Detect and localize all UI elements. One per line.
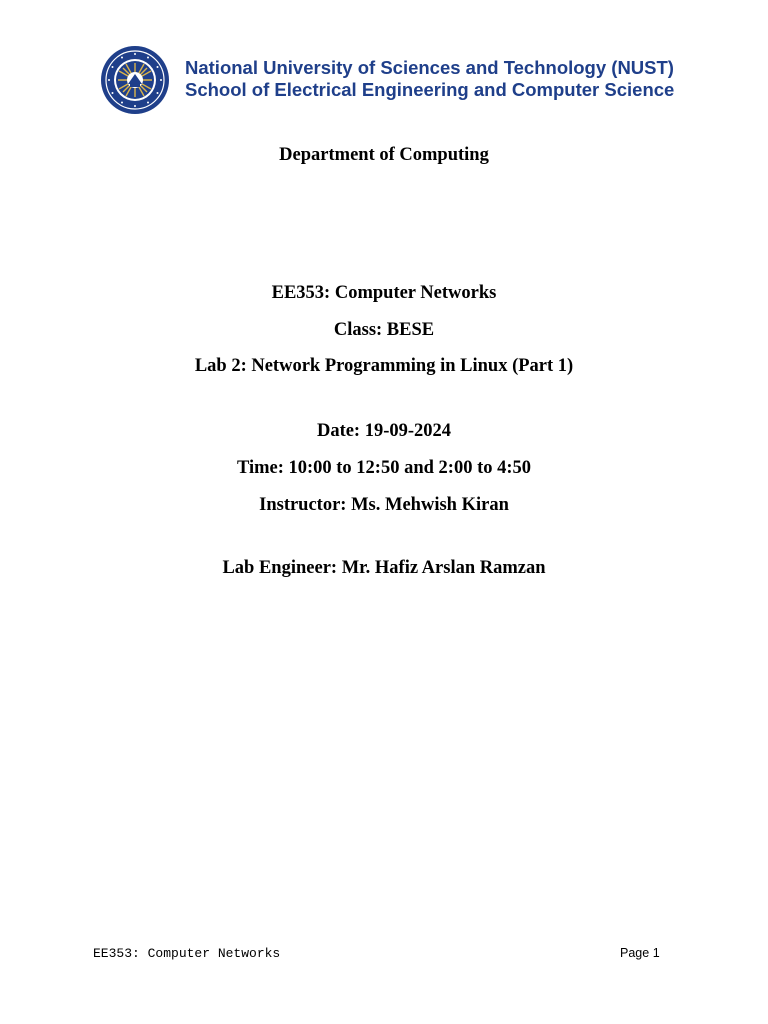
lab-engineer-line: Lab Engineer: Mr. Hafiz Arslan Ramzan [222,558,546,578]
university-name: National University of Sciences and Technology (NUST) [185,57,674,78]
footer-page-value: 1 [652,946,660,960]
instructor-line: Instructor: Ms. Mehwish Kiran [259,495,509,515]
lab-title: Lab 2: Network Programming in Linux (Part 1) [194,356,574,376]
course-title: EE353: Computer Networks [271,283,497,303]
school-name: School of Electrical Engineering and Computer Science [185,79,675,100]
class-line: Class: BESE [333,320,435,340]
time-line: Time: 10:00 to 12:50 and 2:00 to 4:50 [236,458,532,478]
date-line: Date: 19-09-2024 [316,421,452,441]
footer-page-label: Page [620,946,650,960]
footer-course: EE353: Computer Networks [93,946,281,961]
footer-page-number [620,946,660,960]
department-heading: Department of Computing [279,145,489,165]
institution-header [185,57,674,101]
nust-seal-icon [100,45,170,115]
